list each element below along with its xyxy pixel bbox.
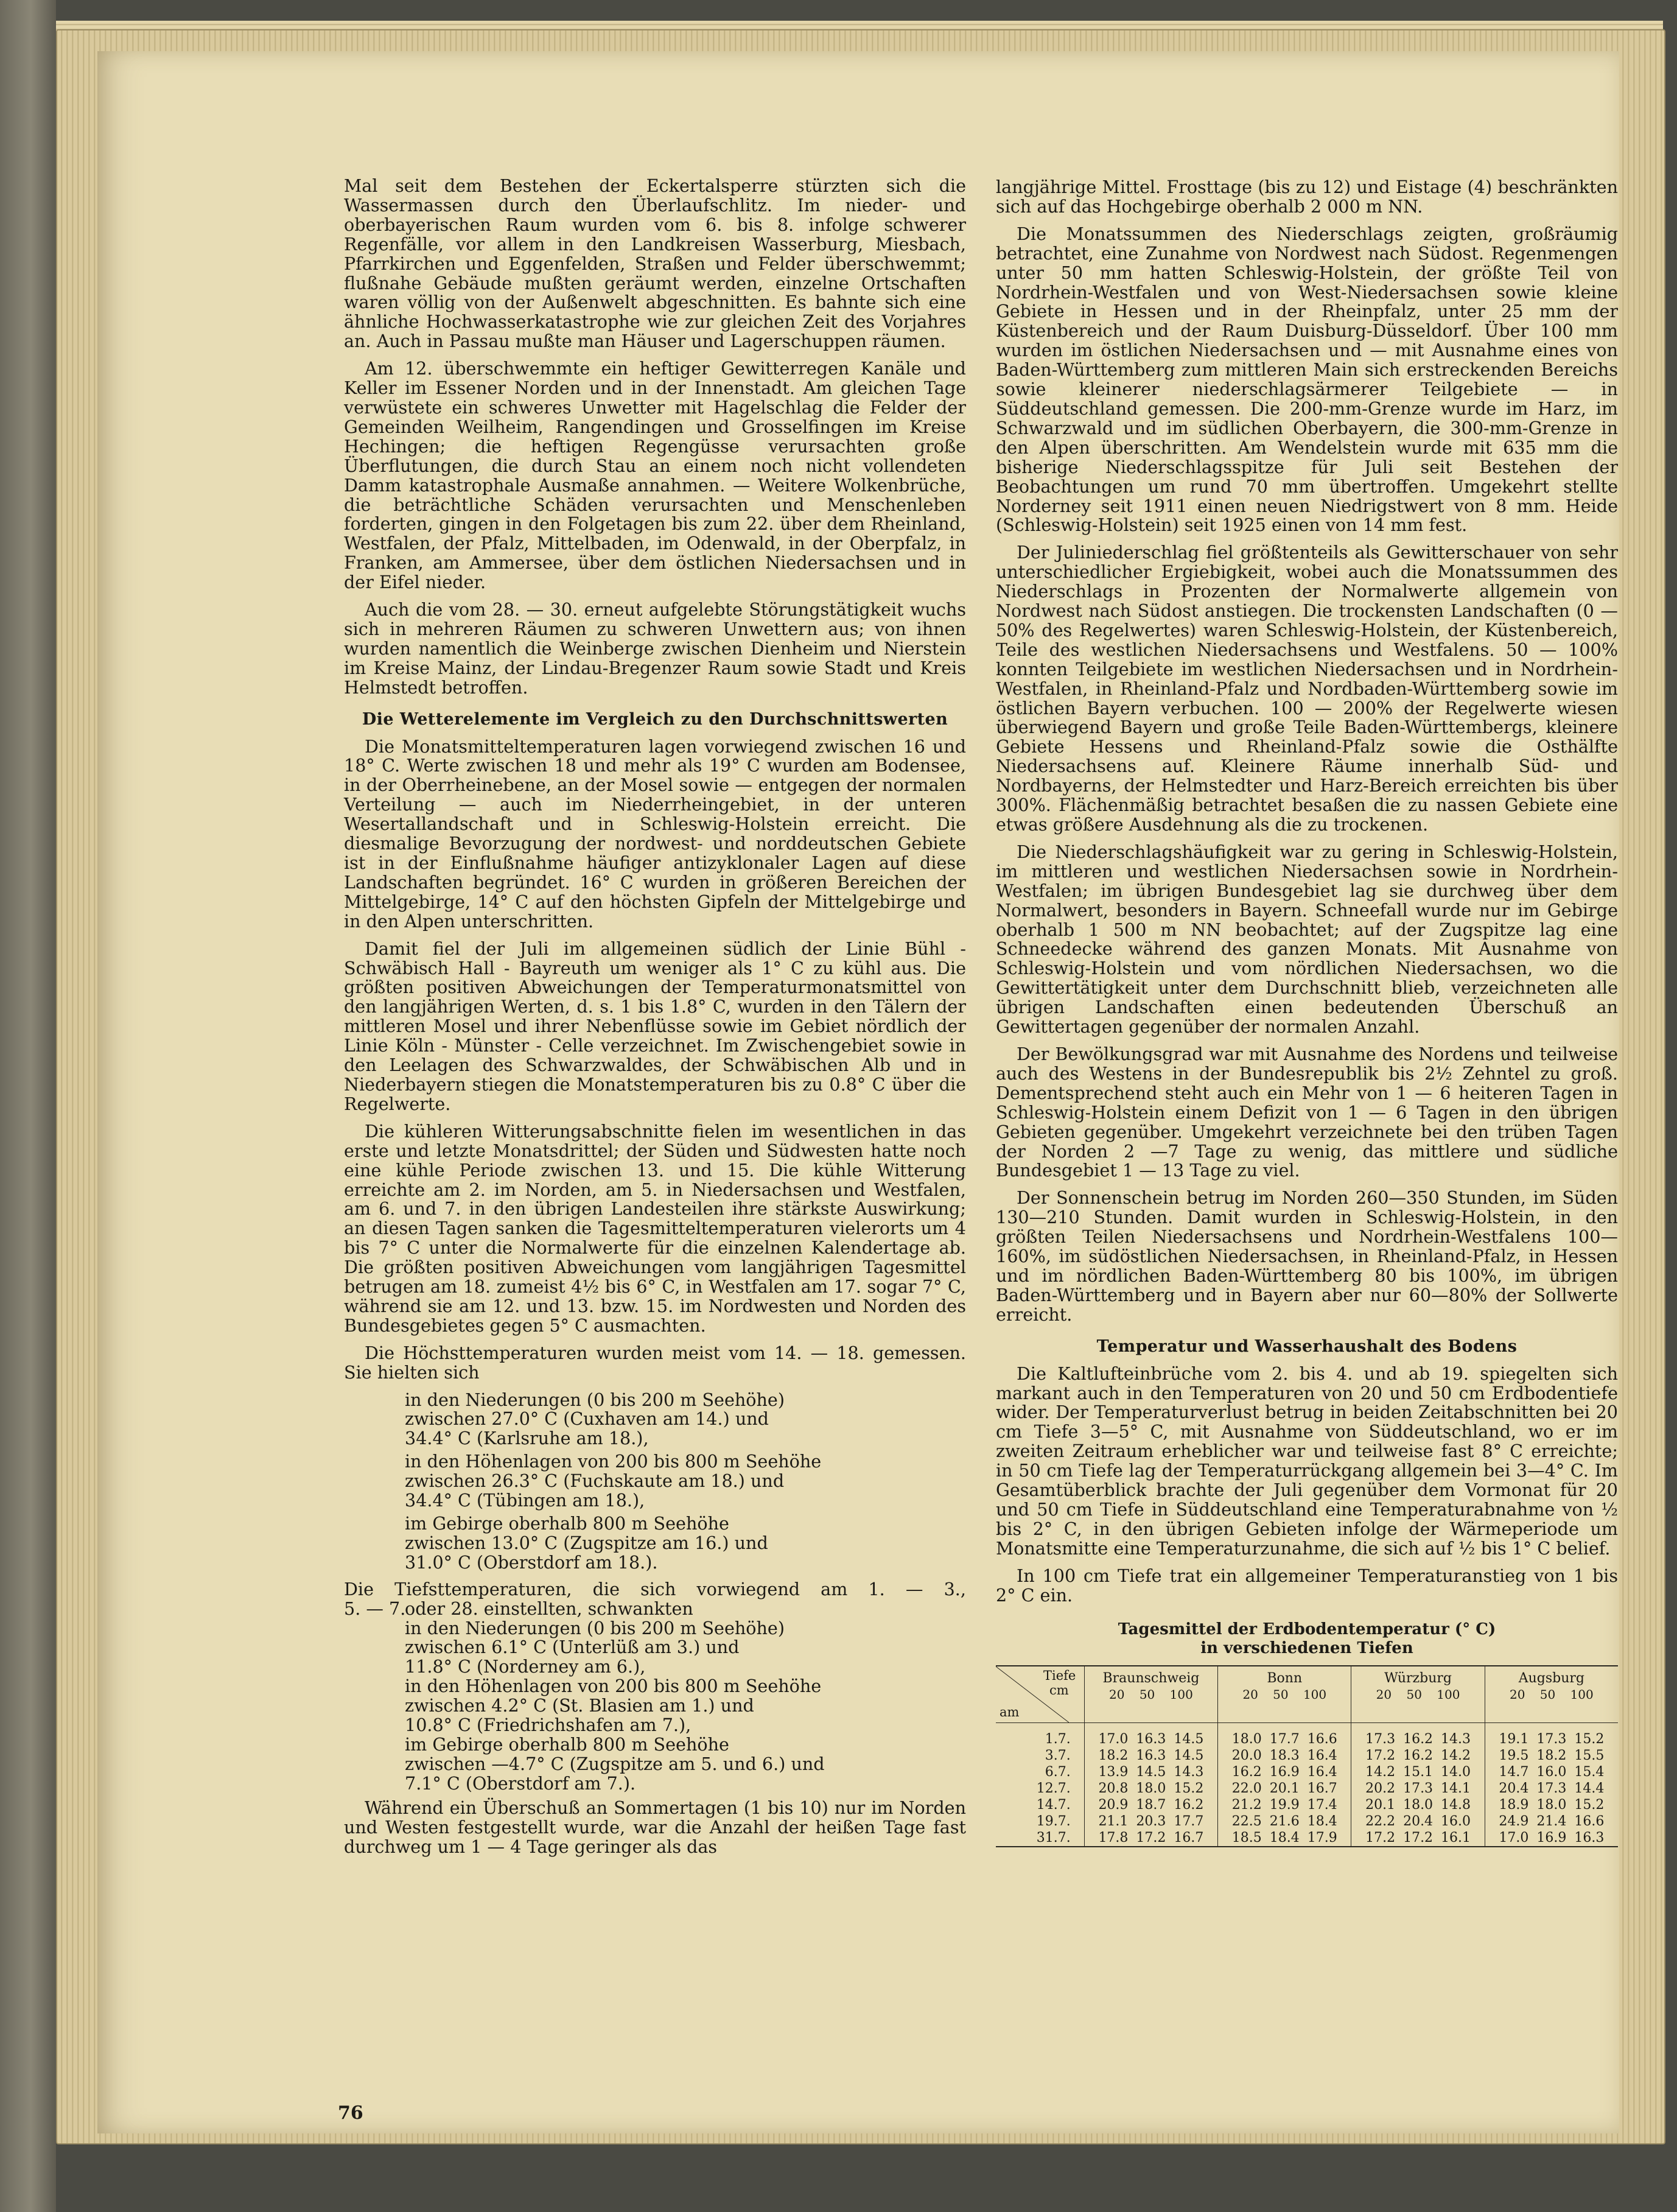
paragraph-min-intro: Die Tiefsttemperaturen, die sich vorwiegend am 1. — 3., (344, 1578, 966, 1599)
paragraph: Die Monatsmitteltemperaturen lagen vorwiegend zwischen 16 und 18° C. Werte zwischen 18 und mehr als 19° C wurden am Bodensee, in der Oberrheinebene, an der Mosel sowie — entgegen der normalen Verteilung — auch im Niederrheingebiet, in der unteren Wesertallandschaft und in Schleswig-Holstein erreicht. Die diesmalige Bevorzugung der nordwest- und norddeutschen Gebiete ist in der Einflußnahme häufiger antizyklonaler Lagen auf diese Landschaften begründet. 16° C wurden in größeren Bereichen der Mittelgebirge, 14° C auf den höchsten Gipfeln der Mittelgebirge und in den Alpen unterschritten. (344, 736, 966, 932)
list-line: zwischen 27.0° C (Cuxhaven am 14.) und (405, 1408, 769, 1430)
station-name: Braunschweig (1102, 1670, 1200, 1686)
list-line: zwischen 4.2° C (St. Blasien am 1.) und (405, 1695, 754, 1716)
value-cell: 17.8 17.2 16.7 (1084, 1830, 1217, 1847)
value-cell: 14.7 16.0 15.4 (1485, 1764, 1618, 1780)
paragraph: Die Monatssummen des Niederschlags zeigten, großräumig betrachtet, eine Zunahme von Nordwest nach Südost. Regenmengen unter 50 mm hatten Schleswig-Holstein, der größte Teil von Nordrhein-Westfalen und von West-Niedersachsen sowie kleine Gebiete in Hessen und in der Rheinpfalz, unter 25 mm der Küstenbereich und der Raum Duisburg-Düsseldorf. Über 100 mm wurden im östlichen Niedersachsen und — mit Ausnahme eines von Baden-Württemberg zum mittleren Main sich erstreckenden Bereichs sowie kleinerer niederschlagsärmerer Teilgebiete — in Süddeutschland gemessen. Die 200-mm-Grenze wurde im Harz, im Schwarzwald und im südlichen Oberbayern, die 300-mm-Grenze in den Alpen überschritten. Am Wendelstein wurde mit 635 mm die bisherige Niederschlagsspitze für Juli seit Bestehen der Beobachtungen um rund 70 mm übertroffen. Umgekehrt stellte Norderney seit 1911 einen neuen Niedrigstwert von 8 mm. Heide (Schleswig-Holstein) seit 1925 einen von 14 mm fest. (996, 223, 1618, 536)
depth-labels: 20 50 100 (1509, 1687, 1594, 1702)
table-title (996, 1620, 1618, 1658)
paragraph: Mal seit dem Bestehen der Eckertalsperre stürzten sich die Wassermassen durch den Überlaufschlitz. Im nieder- und oberbayerischen Raum wurden vom 6. bis 8. infolge schwerer Regenfälle, vor allem in den Landkreisen Wasserburg, Miesbach, Pfarrkirchen und Eggenfelden, Straßen und Felder überschwemmt; flußnahe Gebäude mußten geräumt werden, einzelne Ortschaften waren völlig von der Außenwelt abgeschnitten. Es bahnte sich eine ähnliche Hochwasserkatastrophe wie zur gleichen Zeit des Vorjahres an. Auch in Passau mußte man Häuser und Lagerschuppen räumen. (344, 175, 966, 352)
paragraph: langjährige Mittel. Frosttage (bis zu 12) und Eistage (4) beschränkten sich auf das Hochgebirge oberhalb 2 000 m NN. (996, 177, 1618, 217)
date-range-prefix: 5. — 7. (344, 1598, 406, 1619)
soil-temperature-table (996, 1665, 1618, 1848)
paragraph: Während ein Überschuß an Sommertagen (1 bis 10) nur im Norden und Westen festgestellt wurde, war die Anzahl der heißen Tage fast durchweg um 1 — 4 Tage geringer als das (344, 1797, 966, 1857)
paragraph: Am 12. überschwemmte ein heftiger Gewitterregen Kanäle und Keller im Essener Norden und in der Innenstadt. Am gleichen Tage verwüstete ein schweres Unwetter mit Hagelschlag die Felder der Gemeinden Weilheim, Rangendingen und Grosselfingen im Kreise Hechingen; die heftigen Regengüsse verursachten große Überflutungen, die durch Stau an einem noch nicht vollendeten Damm katastrophale Ausmaße annahmen. — Weitere Wolkenbrüche, die beträchtliche Schäden verursachten und Menschenleben forderten, gingen in den Folgetagen bis zum 22. über dem Rheinland, Westfalen, der Pfalz, Mittelbaden, im Odenwald, in der Oberpfalz, in Franken, am Ammersee, über dem östlichen Niedersachsen und in der Eifel nieder. (344, 358, 966, 593)
value-cell: 22.5 21.6 18.4 (1218, 1813, 1351, 1830)
depth-labels: 20 50 100 (1376, 1687, 1460, 1702)
value-cell: 18.0 17.7 16.6 (1218, 1731, 1351, 1747)
value-cell: 14.2 15.1 14.0 (1351, 1764, 1485, 1780)
table-row (996, 1764, 1618, 1780)
list-line: 31.0° C (Oberstdorf am 18.). (405, 1551, 658, 1573)
depth-labels: 20 50 100 (1242, 1687, 1327, 1702)
value-cell: 17.2 16.2 14.2 (1351, 1747, 1485, 1764)
value-cell: 22.2 20.4 16.0 (1351, 1813, 1485, 1830)
value-cell: 24.9 21.4 16.6 (1485, 1813, 1618, 1830)
value-cell: 20.0 18.3 16.4 (1218, 1747, 1351, 1764)
value-cell: 20.2 17.3 14.1 (1351, 1780, 1485, 1797)
list-line: in den Höhenlagen von 200 bis 800 m Seehöhe (405, 1451, 822, 1472)
value-cell: 20.4 17.3 14.4 (1485, 1780, 1618, 1797)
paragraph: In 100 cm Tiefe trat ein allgemeiner Temperaturanstieg von 1 bis 2° C ein. (996, 1565, 1618, 1606)
list-line: zwischen —4.7° C (Zugspitze am 5. und 6.) und (405, 1753, 825, 1774)
list-line: in den Niederungen (0 bis 200 m Seehöhe) (405, 1389, 785, 1410)
table-row (996, 1780, 1618, 1797)
value-cell: 16.2 16.9 16.4 (1218, 1764, 1351, 1780)
paragraph: Auch die vom 28. — 30. erneut aufgelebte Störungstätigkeit wuchs sich in mehreren Räumen zu schweren Unwettern aus; von ihnen wurden namentlich die Weinberge zwischen Dienheim und Nierstein im Kreise Mainz, der Lindau-Bregenzer Raum sowie Stadt und Kreis Helmstedt betroffen. (344, 599, 966, 698)
table-title-line: in verschiedenen Tiefen (1200, 1638, 1413, 1657)
value-cell: 18.5 18.4 17.9 (1218, 1830, 1351, 1847)
list-line: oder 28. einstellten, schwankten (405, 1598, 693, 1619)
value-cell: 19.1 17.3 15.2 (1485, 1731, 1618, 1747)
table-corner-cell (996, 1666, 1084, 1723)
table-row (996, 1747, 1618, 1764)
list-line: im Gebirge oberhalb 800 m Seehöhe (405, 1513, 729, 1534)
value-cell: 17.3 16.2 14.3 (1351, 1731, 1485, 1747)
value-cell: 21.1 20.3 17.7 (1084, 1813, 1217, 1830)
row-date: 3.7. (1045, 1748, 1071, 1764)
paragraph: Die Kaltlufteinbrüche vom 2. bis 4. und ab 19. spiegelten sich markant auch in den Temperaturen von 20 und 50 cm Erdbodentiefe wider. Der Temperaturverlust betrug in beiden Zeitabschnitten bei 20 cm Tiefe 3—5° C, mit Ausnahme von Süddeutschland, wo er im zweiten Zeitraum erheblicher war und teilweise fast 8° C erreichte; in 50 cm Tiefe lag der Temperaturrückgang allgemein bei 3—4° C. Im Gesamtüberblick brachte der Juli gegenüber dem Vormonat für 20 und 50 cm Tiefe in Süddeutschland eine Temperaturabnahme von ½ bis 2° C, in den übrigen Gebieten infolge der Wärmeperiode um Monatsmitte eine Temperaturzunahme, die sich auf ½ bis 1° C belief. (996, 1363, 1618, 1559)
row-date: 14.7. (1036, 1797, 1071, 1813)
value-cell: 20.9 18.7 16.2 (1084, 1797, 1217, 1813)
paragraph: Der Bewölkungsgrad war mit Ausnahme des Nordens und teilweise auch des Westens in der Bundesrepublik bis 2½ Zehntel zu groß. Dementsprechend steht auch ein Mehr von 1 — 6 heiteren Tagen in Schleswig-Holstein einem Defizit von 1 — 6 Tagen in den übrigen Gebieten gegenüber. Umgekehrt verzeichnete bei den trüben Tagen der Norden 2 —7 Tage zu wenig, das mittlere und südliche Bundesgebiet 1 — 13 Tage zu viel. (996, 1043, 1618, 1181)
list-line: 11.8° C (Norderney am 6.), (405, 1656, 646, 1677)
list-line: 34.4° C (Karlsruhe am 18.), (405, 1428, 649, 1449)
value-cell: 21.2 19.9 17.4 (1218, 1797, 1351, 1813)
table-title-line: Tagesmittel der Erdbodentemperatur (° C) (1118, 1620, 1496, 1638)
list-line: 34.4° C (Tübingen am 18.), (405, 1490, 645, 1511)
value-cell: 17.2 17.2 16.1 (1351, 1830, 1485, 1847)
table-row (996, 1813, 1618, 1830)
station-header (1084, 1666, 1217, 1723)
section-heading: Temperatur und Wasserhaushalt des Bodens (1096, 1336, 1518, 1356)
page-number: 76 (338, 2102, 363, 2124)
corner-label-date: am (1000, 1704, 1020, 1719)
row-date: 31.7. (996, 1830, 1084, 1847)
book-cover-board (0, 0, 56, 2212)
row-date: 1.7. (1045, 1732, 1071, 1747)
station-header (1485, 1666, 1618, 1723)
value-cell: 17.0 16.3 14.5 (1084, 1731, 1217, 1747)
row-date: 12.7. (1036, 1781, 1071, 1797)
table-row (996, 1797, 1618, 1813)
value-cell: 13.9 14.5 14.3 (1084, 1764, 1217, 1780)
depth-labels: 20 50 100 (1109, 1687, 1193, 1702)
station-name: Würzburg (1384, 1670, 1452, 1686)
value-cell: 20.1 18.0 14.8 (1351, 1797, 1485, 1813)
value-cell: 18.9 18.0 15.2 (1485, 1797, 1618, 1813)
value-cell: 19.5 18.2 15.5 (1485, 1747, 1618, 1764)
row-date: 6.7. (1045, 1764, 1071, 1780)
list-line: in den Höhenlagen von 200 bis 800 m Seehöhe (405, 1676, 822, 1697)
paragraph: Damit fiel der Juli im allgemeinen südlich der Linie Bühl - Schwäbisch Hall - Bayreuth um weniger als 1° C zu kühl aus. Die größten positiven Abweichungen der Temperaturmonatsmittel von den langjährigen Werten, d. s. 1 bis 1.8° C, wurden in den Tälern der mittleren Mosel und ihrer Nebenflüsse sowie im Gebiet nördlich der Linie Köln - Münster - Celle verzeichnet. Im Zwischengebiet sowie in den Leelagen des Schwarzwaldes, der Schwäbischen Alb und in Niederbayern stiegen die Monatstemperaturen bis zu 0.8° C über die Regelwerte. (344, 938, 966, 1114)
list-line: im Gebirge oberhalb 800 m Seehöhe (405, 1733, 729, 1755)
right-column (996, 178, 1618, 1847)
table-row (996, 1830, 1618, 1847)
value-cell: 17.0 16.9 16.3 (1485, 1830, 1618, 1847)
station-header (1351, 1666, 1485, 1723)
paragraph: Die Höchsttemperaturen wurden meist vom 14. — 18. gemessen. Sie hielten sich (344, 1342, 966, 1383)
paragraph: Die Niederschlagshäufigkeit war zu gering in Schleswig-Holstein, im mittleren und westlichen Niedersachsen sowie in Nordrhein-Westfalen; im übrigen Bundesgebiet lag sie durchweg über dem Normalwert, besonders in Bayern. Schneefall wurde nur im Gebirge oberhalb 1 500 m NN beobachtet; auf der Zugspitze lag eine Schneedecke während des ganzen Monats. Mit Ausnahme von Schleswig-Holstein und vom nördlichen Niedersachsen, wo die Gewittertätigkeit unter dem Durchschnitt blieb, verzeichneten alle übrigen Landschaften einen bedeutenden Überschuß an Gewittertagen gegenüber der normalen Anzahl. (996, 841, 1618, 1038)
section-heading: Die Wetterelemente im Vergleich zu den Durchschnittswerten (362, 709, 948, 729)
paragraph: Die kühleren Witterungsabschnitte fielen im wesentlichen in das erste und letzte Monatsdrittel; der Süden und Südwesten hatte noch eine kühle Periode zwischen 13. und 15. Die kühle Witterung erreichte am 2. im Norden, am 5. in Niedersachsen und Westfalen, am 6. und 7. in den übrigen Landesteilen ihre stärkste Auswirkung; an diesen Tagen sanken die Tagesmitteltemperaturen vielerorts um 4 bis 7° C unter die Normalwerte für die einzelnen Kalendertage ab. Die größten positiven Abweichungen vom langjährigen Tagesmittel betrugen am 18. zumeist 4½ bis 6° C, in Westfalen am 17. sogar 7° C, während sie am 12. und 13. bzw. 15. im Nordwesten und Norden des Bundesgebietes gegen 5° C ausmachten. (344, 1120, 966, 1336)
station-name: Augsburg (1518, 1670, 1584, 1686)
value-cell: 18.2 16.3 14.5 (1084, 1747, 1217, 1764)
corner-label-unit: cm (1049, 1682, 1069, 1698)
min-temperature-list (405, 1599, 966, 1794)
row-date: 19.7. (1036, 1814, 1071, 1830)
list-line: zwischen 26.3° C (Fuchskaute am 18.) und (405, 1470, 785, 1492)
left-column (344, 177, 966, 1864)
list-line: zwischen 6.1° C (Unterlüß am 3.) und (405, 1637, 740, 1658)
value-cell: 20.8 18.0 15.2 (1084, 1780, 1217, 1797)
max-temperature-list (405, 1391, 966, 1573)
corner-label-depth: Tiefe (1043, 1668, 1076, 1683)
table-header-row (996, 1666, 1618, 1723)
paragraph: Der Juliniederschlag fiel größtenteils als Gewitterschauer von sehr unterschiedlicher Ergiebigkeit, wobei auch die Monatssummen des Niederschlags in Prozenten der Normalwerte allgemein von Nordwest nach Südost anstiegen. Die trockensten Landschaften (0 — 50% des Regelwertes) waren Schleswig-Holstein, der Küstenbereich, Teile des westlichen Niedersachsens und Westfalens. 50 — 100% konnten Teilgebiete im westlichen Niedersachsen und in Nordrhein-Westfalen, in Rheinland-Pfalz und Nordbaden-Württemberg sowie im östlichen Bayern verbuchen. 100 — 200% der Regelwerte wiesen überwiegend Bayern und große Teile Baden-Württembergs, kleinere Gebiete Hessens und Rheinland-Pfalz sowie die Osthälfte Niedersachsens auf. Kleinere Räume innerhalb Süd- und Nordbayerns, der Helmstedter und Harz-Bereich erreichten bis über 300%. Flächenmäßig betrachtet besaßen die zu nassen Gebiete eine etwas größere Ausdehnung als die zu trockenen. (996, 542, 1618, 835)
table-row (996, 1731, 1618, 1747)
list-line: in den Niederungen (0 bis 200 m Seehöhe) (405, 1617, 785, 1638)
paragraph: Der Sonnenschein betrug im Norden 260—350 Stunden, im Süden 130—210 Stunden. Damit wurden in Schleswig-Holstein, in den größten Teilen Niedersachsens und Nordrhein-Westfalens 100—160%, im südöstlichen Niedersachsen, in Rheinland-Pfalz, in Hessen und im nördlichen Baden-Württemberg 80 bis 100%, im übrigen Baden-Württemberg und in Bayern aber nur 60—80% der Sollwerte erreicht. (996, 1187, 1618, 1325)
list-line: 7.1° C (Oberstdorf am 7.). (405, 1772, 636, 1794)
list-line: 10.8° C (Friedrichshafen am 7.), (405, 1715, 691, 1736)
list-line: zwischen 13.0° C (Zugspitze am 16.) und (405, 1532, 768, 1553)
value-cell: 22.0 20.1 16.7 (1218, 1780, 1351, 1797)
station-name: Bonn (1267, 1670, 1303, 1686)
station-header (1218, 1666, 1351, 1723)
